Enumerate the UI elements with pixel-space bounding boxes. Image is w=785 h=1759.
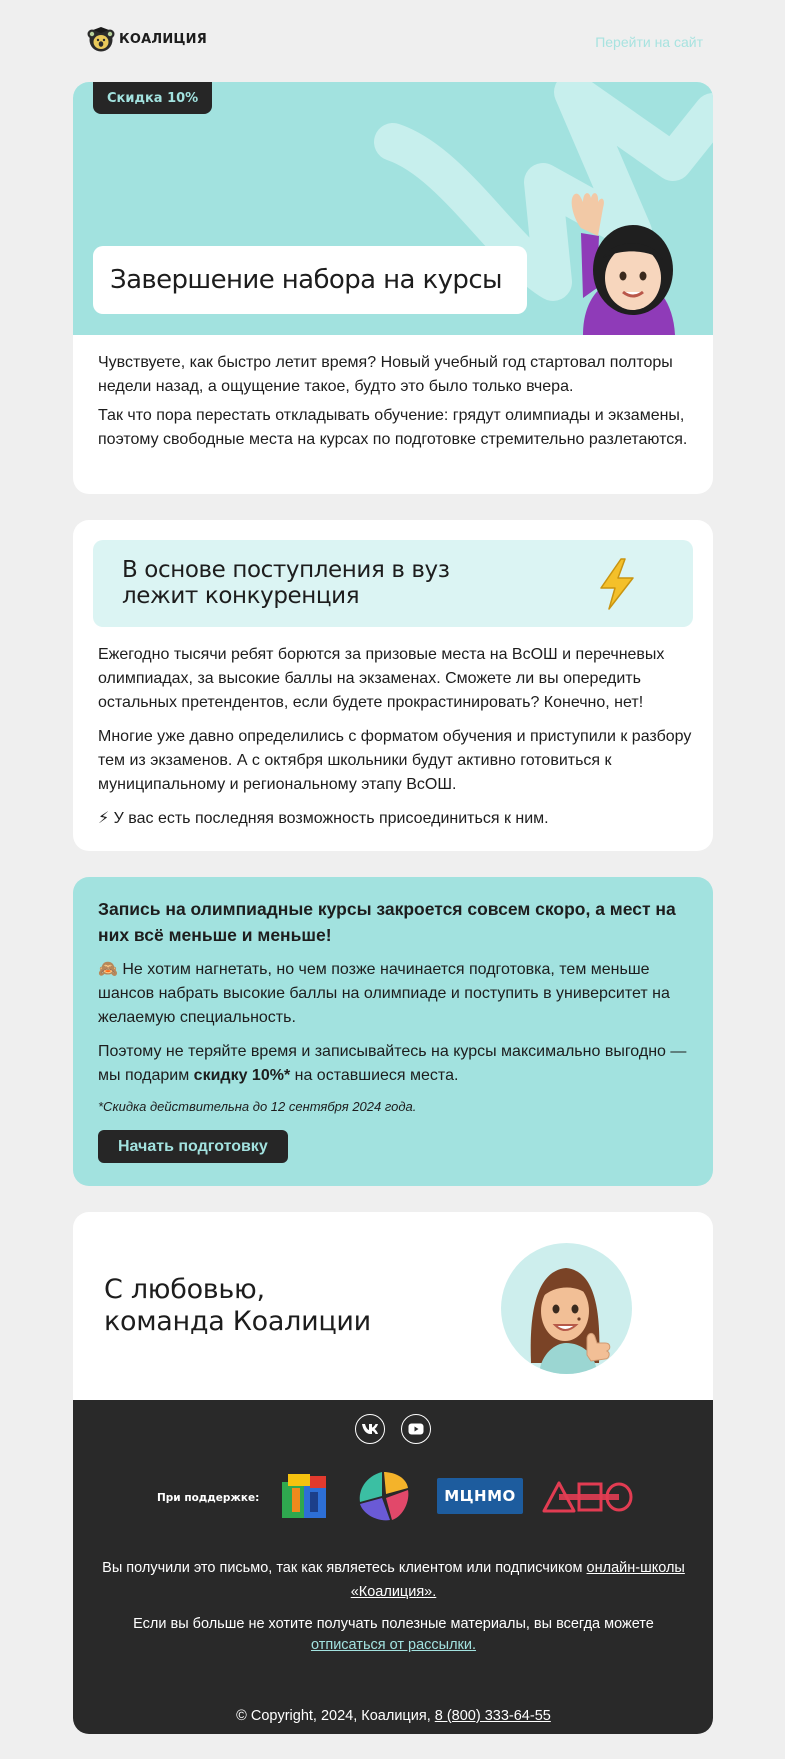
discount-highlight: скидку 10%* [193, 1067, 291, 1084]
partner-logo-mcnmo[interactable] [437, 1478, 523, 1514]
competition-paragraph-3: ⚡ У вас есть последняя возможность присоединиться к ним. [98, 810, 549, 827]
waving-woman-emoji-icon [553, 188, 683, 335]
hero-title: Завершение набора на курсы [93, 246, 527, 314]
competition-title-line-1: В основе поступления в вуз [122, 557, 450, 583]
koalitsiya-logo[interactable] [87, 25, 207, 53]
team-avatar [501, 1243, 632, 1374]
phone-link[interactable]: 8 (800) 333-64-55 [434, 1708, 551, 1724]
discount-note: *Скидка действительна до 12 сентября 2024 года. [98, 1099, 417, 1114]
courses-paragraph-1: 🙈 Не хотим нагнетать, но чем позже начинается подготовка, тем меньше шансов набрать высокие баллы на олимпиаде и поступить в университет на желаемую специальность. [98, 961, 670, 1026]
online-school-link[interactable]: онлайн-школы «Коалиция». [350, 1560, 685, 1600]
hero-card [73, 82, 713, 494]
unsubscribe-link[interactable]: отписаться от рассылки. [310, 1637, 477, 1653]
hero-paragraph-2: Так что пора перестать откладывать обучение: грядут олимпиады и экзамены, поэтому свободные места на курсах по подготовке стремительно разлетаются. [98, 407, 688, 448]
copyright-text: © Copyright, 2024, Коалиция, [236, 1708, 435, 1724]
courses-paragraph-2 [98, 1040, 693, 1088]
email-footer [73, 1400, 713, 1734]
vk-icon[interactable] [355, 1414, 385, 1444]
partner-logo-star-icon[interactable] [356, 1468, 412, 1524]
memoji-avatar-icon [501, 1243, 632, 1374]
koala-logo-icon [87, 25, 115, 53]
logo-text: КОАЛИЦИЯ [119, 31, 207, 47]
courses-paragraph-2-text: Поэтому не теряйте время и записывайтесь на курсы максимально выгодно — мы подарим [98, 1043, 687, 1084]
competition-card [73, 520, 713, 851]
courses-paragraph-2-end: на оставшиеся места. [290, 1067, 459, 1084]
courses-heading: Запись на олимпиадные курсы закроется совсем скоро, а мест на них всё меньше и меньше! [98, 899, 676, 945]
footer-copyright [101, 1704, 686, 1728]
hero-body [98, 351, 693, 457]
competition-paragraph-1: Ежегодно тысячи ребят борются за призовые места на ВсОШ и перечневых олимпиадах, за высокие баллы на экзаменах. Сможете ли вы опередить остальных претендентов, если будете прокрастинировать? Конечно, нет! [98, 646, 665, 711]
go-to-site-link[interactable]: Перейти на сайт [595, 34, 703, 50]
competition-heading-box [93, 540, 693, 627]
lightning-icon [597, 558, 637, 610]
hero-banner [73, 82, 713, 335]
signature-text [104, 1274, 371, 1338]
support-label: При поддержке: [157, 1492, 260, 1504]
signature-line-2: команда Коалиции [104, 1306, 371, 1337]
footer-subscription-notice [101, 1556, 686, 1604]
footer-unsubscribe-text: Если вы больше не хотите получать полезные материалы, вы всегда можете [133, 1616, 654, 1632]
competition-paragraph-2: Многие уже давно определились с форматом обучения и приступили к разбору тем из экзаменов. А с октября школьники будут активно готовиться к муниципальному и региональному этапу ВсОШ. [98, 728, 692, 793]
start-preparation-button[interactable]: Начать подготовку [98, 1130, 288, 1163]
email-header [73, 22, 713, 62]
signature-line-1: С любовью, [104, 1274, 265, 1305]
mcnmo-label: МЦНМО [444, 1487, 516, 1505]
hero-paragraph-1: Чувствуете, как быстро летит время? Новый учебный год стартовал полторы недели назад, а ощущение такое, будто это было только вчера. [98, 354, 673, 395]
competition-body [98, 643, 693, 841]
footer-notice-text: Вы получили это письмо, так как являетесь клиентом или подписчиком [102, 1560, 587, 1576]
footer-unsubscribe-notice [101, 1614, 686, 1656]
signature-card [73, 1212, 713, 1400]
courses-card [73, 877, 713, 1186]
competition-title [122, 557, 522, 609]
competition-title-line-2: лежит конкуренция [122, 583, 360, 609]
youtube-icon[interactable] [401, 1414, 431, 1444]
partner-logo-cube-icon[interactable] [278, 1468, 334, 1524]
partner-logo-dpo-icon[interactable] [541, 1480, 635, 1514]
discount-badge: Скидка 10% [93, 82, 212, 114]
social-links [73, 1414, 713, 1444]
